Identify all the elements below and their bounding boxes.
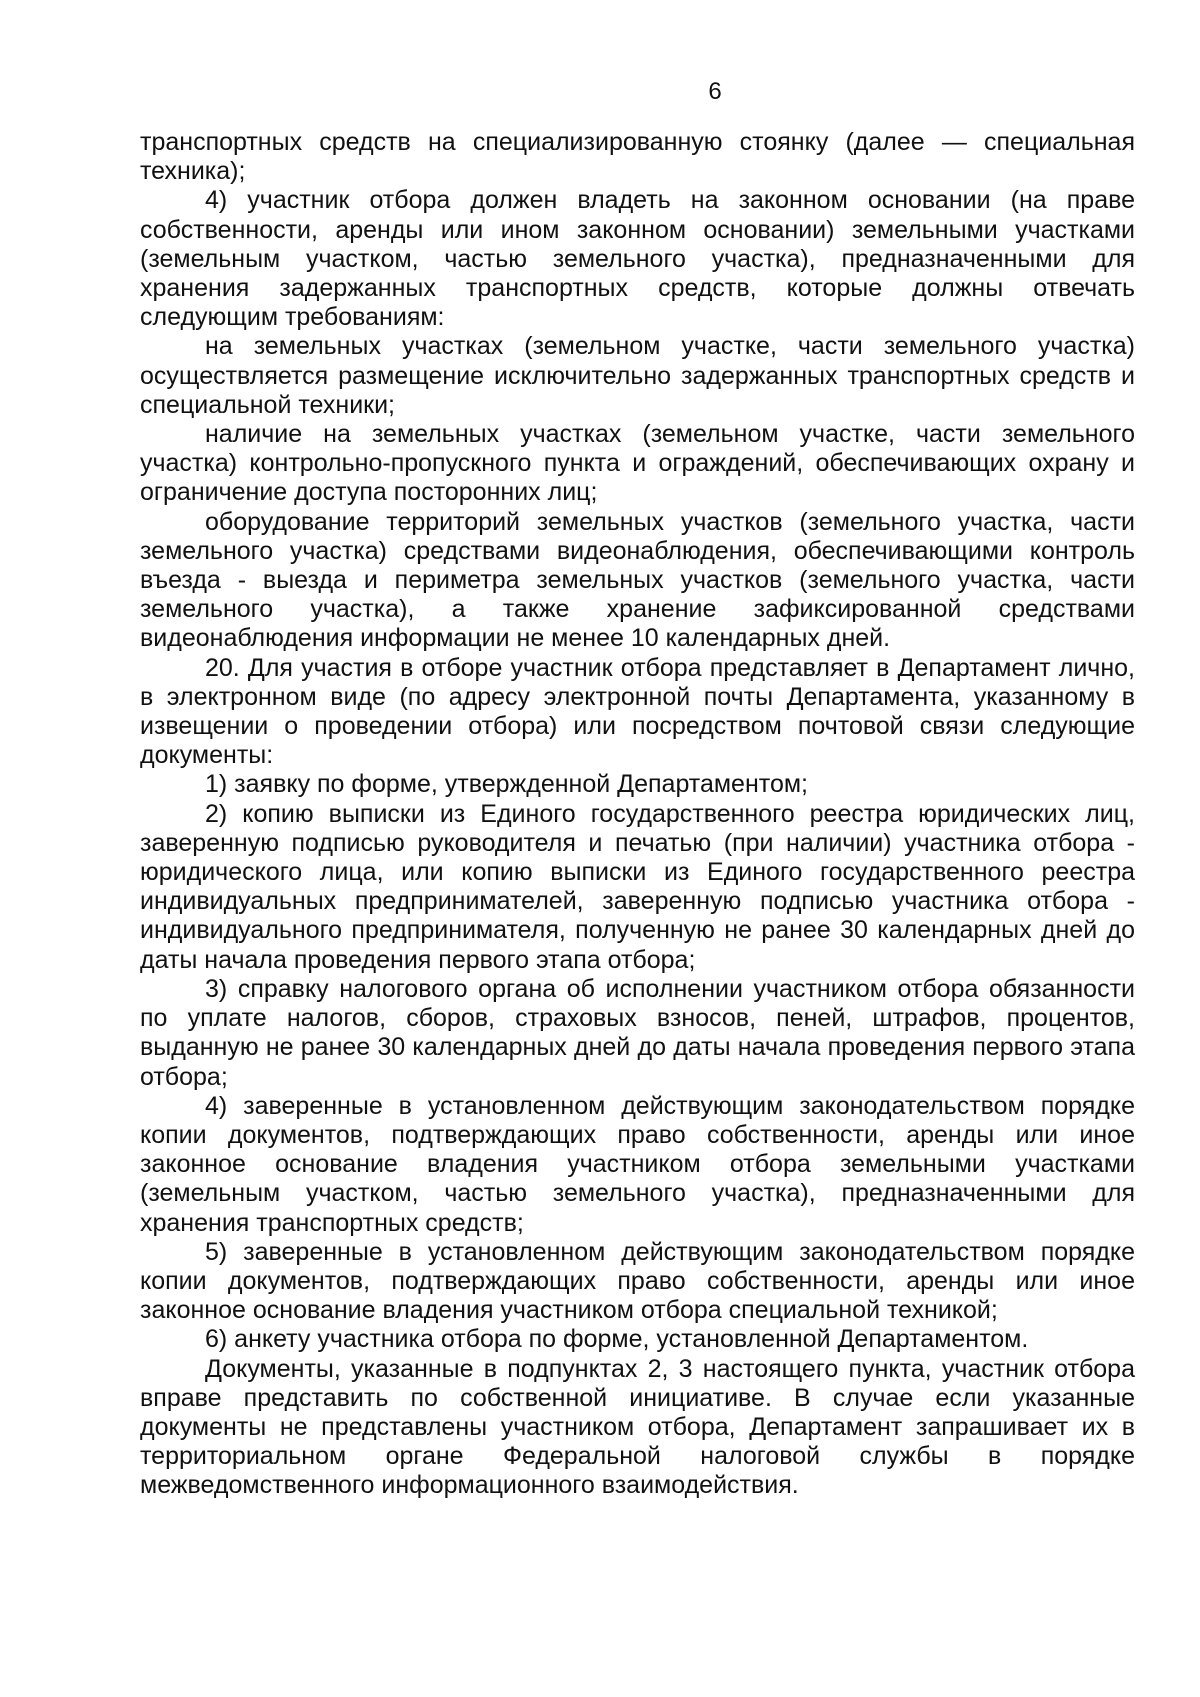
paragraph-doc-5: 5) заверенные в установленном действующим законодательством порядке копии документов, подтверждающих право собственности, аренды или иное законное основание владения участником отбора специальной техникой; (140, 1237, 1135, 1325)
paragraph-requirement-placement: на земельных участках (земельном участке, части земельного участка) осуществляется размещение исключительно задержанных транспортных средств и специальной техники; (140, 332, 1135, 419)
paragraph-final-note: Документы, указанные в подпунктах 2, 3 настоящего пункта, участник отбора вправе представить по собственной инициативе. В случае если указанные документы не представлены участником отбора, Департамент запрашивает их в территориальном органе Федеральной налоговой службы в порядке межведомственного информационного взаимодействия. (140, 1354, 1135, 1500)
paragraph-doc-2: 2) копию выписки из Единого государственного реестра юридических лиц, заверенную подписью руководителя и печатью (при наличии) участника отбора - юридического лица, или копию выписки из Единого государственного реестра индивидуальных предпринимателей, заверенную подписью участника отбора - индивидуального предпринимателя, полученную не ранее 30 календарных дней до даты начала проведения первого этапа отбора; (140, 799, 1135, 974)
page-number: 6 (708, 78, 722, 105)
paragraph-clause-20: 20. Для участия в отборе участник отбора представляет в Департамент лично, в электронном виде (по адресу электронной почты Департамента, указанному в извещении о проведении отбора) или посредством почтовой связи следующие документы: (140, 653, 1135, 770)
paragraph-doc-1: 1) заявку по форме, утвержденной Департаментом; (205, 770, 808, 799)
document-body (140, 128, 1135, 1501)
paragraph-doc-4: 4) заверенные в установленном действующим законодательством порядке копии документов, подтверждающих право собственности, аренды или иное законное основание владения участником отбора земельными участками (земельным участком, частью земельного участка), предназначенными для хранения транспортных средств; (140, 1091, 1135, 1237)
paragraph-continuation: транспортных средств на специализированную стоянку (далее — специальная техника); (140, 128, 1135, 186)
paragraph-requirement-video: оборудование территорий земельных участков (земельного участка, части земельного участка) средствами видеонаблюдения, обеспечивающими контроль въезда - выезда и периметра земельных участков (земельного участка, части земельного участка), а также хранение зафиксированной средствами видеонаблюдения информации не менее 10 календарных дней. (140, 507, 1135, 653)
paragraph-item-4-land-plots: 4) участник отбора должен владеть на законном основании (на праве собственности, аренды или ином законном основании) земельными участками (земельным участком, частью земельного участка), предназначенными для хранения задержанных транспортных средств, которые должны отвечать следующим требованиям: (140, 186, 1135, 332)
paragraph-doc-6: 6) анкету участника отбора по форме, установленной Департаментом. (205, 1325, 1029, 1354)
paragraph-doc-3: 3) справку налогового органа об исполнении участником отбора обязанности по уплате налогов, сборов, страховых взносов, пеней, штрафов, процентов, выданную не ранее 30 календарных дней до даты начала проведения первого этапа отбора; (140, 974, 1135, 1091)
paragraph-requirement-checkpoint: наличие на земельных участках (земельном участке, части земельного участка) контрольно-пропускного пункта и ограждений, обеспечивающих охрану и ограничение доступа посторонних лиц; (140, 420, 1135, 507)
